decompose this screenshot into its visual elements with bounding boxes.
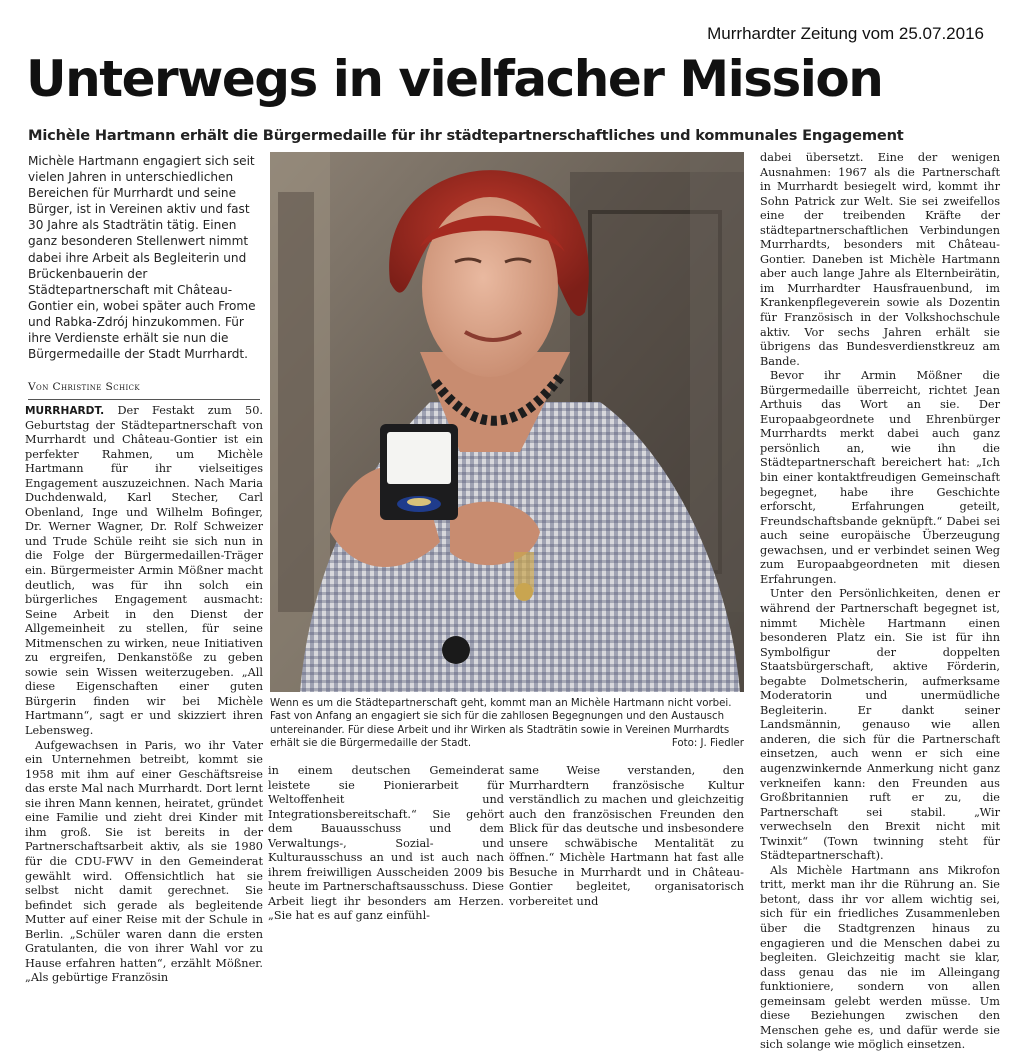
paragraph: Als Michèle Hartmann ans Mikrofon tritt, merkt man ihr die Rührung an. Sie betont, dass ihr vor allem wichtig sei, sich für ein friedliches Zusammenleben über die Stadtgrenzen hinaus zu engagieren und die Menschen dabei zu begleiten. Gleichzeitig macht sie klar, dass genau das nie im Alleingang funktioniere, sondern von allen gemeinsam gelebt werden müsse. Um diese Beziehungen zwischen den Menschen gehe es, und dafür werde sie sich solange wie möglich einsetzen.: [760, 863, 1000, 1052]
byline: Von Christine Schick: [28, 381, 260, 400]
paragraph: Unter den Persönlichkeiten, denen er während der Partnerschaft begegnet ist, nimmt Michèle Hartmann einen besonderen Platz ein. Sie ist für ihn Symbolfigur der doppelten Staatsbürgerschaft, aktive Förderin, begabte Dolmetscherin, aufmerksame Moderatorin und unermüdliche Begleiterin. Er dankt seiner Landsmännin, genauso wie allen anderen, die sich für die Partnerschaft einsetzen, auch wenn er sich eine augenzwinkernde Anmerkung nicht ganz verkneifen kann: den Freunden aus Großbritannien ruft er zu, die Partnerschaft sei stabil. „Wir verwechseln den Brexit nicht mit Twinxit“ (Town twinning steht für Städtepartnerschaft).: [760, 587, 1000, 863]
paragraph: in einem deutschen Gemeinderat leistete sie Pionierarbeit für Weltoffenheit und Integrationsbereitschaft.“ Sie gehört dem Bauausschuss und dem Verwaltungs-, Sozial- und Kulturausschuss an und ist auch nach ihrem freiwilligen Ausscheiden 2009 bis heute im Partnerschaftsausschuss. Diese Arbeit liegt ihr besonders am Herzen. „Sie hat es auf ganz einfühl-: [268, 764, 504, 923]
article-column-4: [760, 151, 1000, 1052]
article-column-1: [25, 404, 264, 985]
photo-image: [270, 152, 744, 692]
paragraph: Bevor ihr Armin Mößner die Bürgermedaille überreicht, richtet Jean Arthuis das Wort an sie. Der Europaabgeordnete und Ehrenbürger Murrhardts merkt dabei auch ganz persönlich an, wie ihn die Städtepartnerschaft bereichert hat: „Ich bin einer kontaktfreudigen Gemeinschaft begegnet, habe ihre Geschichte erforscht, Erfahrungen geteilt, Freundschaftsbande geknüpft.“ Dabei sei auch seine europäische Überzeugung gewachsen, und er verbindet seinen Weg zum Europaabgeordneten mit diesen Erfahrungen.: [760, 369, 1000, 586]
article-photo: [270, 152, 744, 692]
paragraph: same Weise verstanden, den Murrhardtern französische Kultur verständlich zu machen und gleichzeitig auch den französischen Freunden den Blick für das deutsche und insbesondere unsere schwäbische Mentalität zu öffnen.“ Michèle Hartmann hat fast alle Besuche in Murrhardt und in Château-Gontier begleitet, organisatorisch vorbereitet und: [509, 764, 744, 908]
article-column-3: [509, 764, 744, 908]
paragraph: Aufgewachsen in Paris, wo ihr Vater ein Unternehmen betreibt, kommt sie 1958 mit ihm auf einer Geschäftsreise das erste Mal nach Murrhardt. Dort lernt sie ihren Mann kennen, heiratet, gründet eine Familie und zieht drei Kinder mit ihm groß. Sie ist bereits in der Partnerschaftsarbeit aktiv, als sie 1980 für die CDU-FWV in den Gemeinderat gewählt wird. Offensichtlich hat sie selbst nicht damit gerechnet. Sie befindet sich gerade als begleitende Mutter auf einer Reise mit der Schule in Berlin. „Schüler waren dann die ersten Gratulanten, die von ihrer Wahl vor zu Hause erfahren hatten“, erzählt Mößner. „Als gebürtige Französin: [25, 738, 263, 985]
source-line: Murrhardter Zeitung vom 25.07.2016: [707, 24, 984, 43]
intro-text: Michèle Hartmann engagiert sich seit vielen Jahren in unterschiedlichen Bereichen für Murrhardt und seine Bürger, ist in Vereinen aktiv und fast 30 Jahre als Stadträtin tätig. Einen ganz besonderen Stellenwert nimmt dabei ihre Arbeit als Begleiterin und Brückenbauerin der Städtepartnerschaft mit Château-Gontier ein, wobei später auch Frome und Rabka-Zdrój hinzukommen. Für ihre Verdienste erhält sie nun die Bürgermedaille der Stadt Murrhardt.: [28, 154, 256, 362]
photo-caption: [270, 697, 744, 751]
subheadline: Michèle Hartmann erhält die Bürgermedaille für ihr städtepartnerschaftliches und kommunales Engagement: [28, 127, 904, 144]
article-column-2: [268, 764, 504, 923]
headline: Unterwegs in vielfacher Mission: [26, 50, 883, 108]
paragraph: Der Festakt zum 50. Geburtstag der Städtepartnerschaft von Murrhardt und Château-Gontier ist ein perfekter Rahmen, um Michèle Hartmann für ihr vielseitiges Engagement auszuzeichnen. Nach Maria Duchdenwald, Karl Stecher, Carl Obenland, Inge und Wilhelm Bofinger, Dr. Werner Wagner, Dr. Rolf Schweizer und Trude Schüle reiht sie sich nun in die Folge der Bürgermedaillen-Träger ein. Bürgermeister Armin Mößner macht deutlich, was für ihn solch ein bürgerliches Engagement ausmacht: Seine Arbeit in den Dienst der Allgemeinheit zu stellen, für seine Mitmenschen zu wirken, neue Initiativen zu ergreifen, Denkanstöße zu geben sowie sein Wissen weiterzugeben. „All diese Eigenschaften einer guten Bürgerin finden wir bei Michèle Hartmann“, sagt er und skizziert ihren Lebensweg.: [25, 404, 264, 738]
dateline: MURRHARDT.: [25, 405, 105, 417]
caption-text: Wenn es um die Städtepartnerschaft geht, kommt man an Michèle Hartmann nicht vorbei. Fast von Anfang an engagiert sie sich für die zahllosen Begegnungen und den Austausch untereinander. Für diese Arbeit und ihr Wirken als Stadträtin sowie in Vereinen Murrhardts erhält sie die Bürgermedaille der Stadt.: [270, 698, 732, 750]
paragraph: dabei übersetzt. Eine der wenigen Ausnahmen: 1967 als die Partnerschaft in Murrhardt besiegelt wird, kommt ihr Sohn Patrick zur Welt. Sie sei zweifellos eine der treibenden Kräfte der städtepartnerschaftlichen Verbindungen Murrhardts, besonders mit Château-Gontier. Daneben ist Michèle Hartmann aber auch lange Jahre als Elternbeirätin, im Murrhardter Hausfrauenbund, im Krankenpflegeverein sowie als Dozentin für Französisch in der Volkshochschule aktiv. Vor sechs Jahren erhält sie übrigens das Bundesverdienstkreuz am Bande.: [760, 151, 1000, 368]
photo-credit: Foto: J. Fiedler: [671, 738, 744, 750]
